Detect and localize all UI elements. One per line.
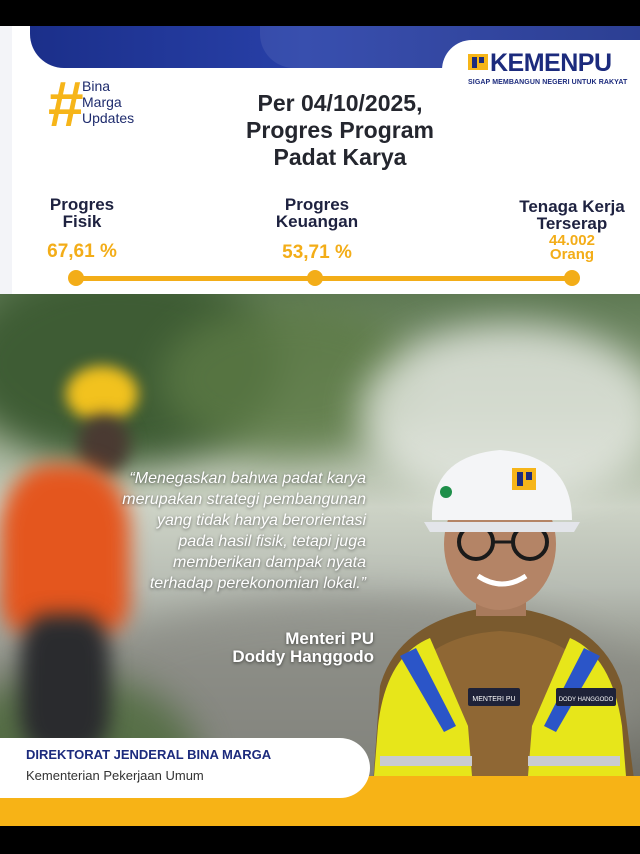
stat-label-line: Progres	[49, 195, 115, 214]
stat-finance-value: 53,71 %	[282, 242, 352, 263]
hashtag-line: Updates	[82, 110, 135, 126]
vest-name-tag-left: MENTERI PU	[472, 696, 516, 703]
title-line: Per 04/10/2025,	[257, 90, 423, 116]
stat-physical-value: 67,61 %	[47, 241, 117, 262]
quote-line: merupakan strategi pembangunan	[122, 491, 366, 508]
quote-line: memberikan dampak nyata	[173, 554, 366, 571]
title-line: Progres Program	[246, 117, 434, 143]
speaker-role: Menteri PU	[285, 629, 374, 648]
kemenpu-logo	[442, 40, 640, 98]
speaker-name: Doddy Hanggodo	[232, 647, 374, 666]
timeline-dot	[564, 270, 580, 286]
stat-label-line: Progres	[284, 195, 350, 214]
footer-subtitle: Kementerian Pekerjaan Umum	[26, 768, 204, 783]
stat-label-line: Keuangan	[275, 212, 359, 231]
hashtag-line: Marga	[82, 94, 122, 110]
quote-line: “Menegaskan bahwa padat karya	[129, 470, 366, 487]
footer-card	[0, 738, 370, 798]
stat-physical-label	[30, 196, 134, 230]
title-line: Padat Karya	[273, 144, 407, 170]
stat-label-line: Tenaga Kerja	[519, 197, 625, 216]
page-title	[220, 90, 460, 171]
minister-quote	[60, 468, 366, 594]
hashtag-icon: #	[48, 68, 84, 140]
left-edge-strip	[0, 26, 12, 294]
infographic-poster	[0, 26, 640, 826]
stats-timeline	[76, 276, 572, 281]
quote-attribution	[170, 630, 374, 666]
stat-label-line: Fisik	[62, 212, 102, 231]
vest-name-tag-right: DODY HANGGODO	[558, 697, 614, 703]
quote-line: yang tidak hanya berorientasi	[156, 512, 366, 529]
pu-logo-icon	[468, 52, 488, 72]
minister-portrait	[360, 426, 640, 826]
quote-line: pada hasil fisik, tetapi juga	[178, 533, 366, 550]
stat-value-line: 44.002	[549, 232, 595, 249]
stat-workforce-value	[508, 234, 636, 262]
stat-label-line: Terserap	[536, 214, 608, 233]
stat-value-line: Orang	[549, 246, 595, 263]
timeline-dot	[68, 270, 84, 286]
quote-line: terhadap perekonomian lokal.”	[149, 575, 366, 592]
stat-finance-label	[262, 196, 372, 230]
logo-wordmark: KEMENPU	[490, 49, 612, 77]
hashtag-text	[82, 78, 134, 126]
stat-workforce-label	[508, 198, 636, 232]
worker-legs	[20, 614, 110, 754]
footer-title: DIREKTORAT JENDERAL BINA MARGA	[26, 747, 272, 762]
logo-tagline: SIGAP MEMBANGUN NEGERI UNTUK RAKYAT	[468, 79, 628, 86]
hashtag-line: Bina	[82, 78, 111, 94]
timeline-dot	[307, 270, 323, 286]
